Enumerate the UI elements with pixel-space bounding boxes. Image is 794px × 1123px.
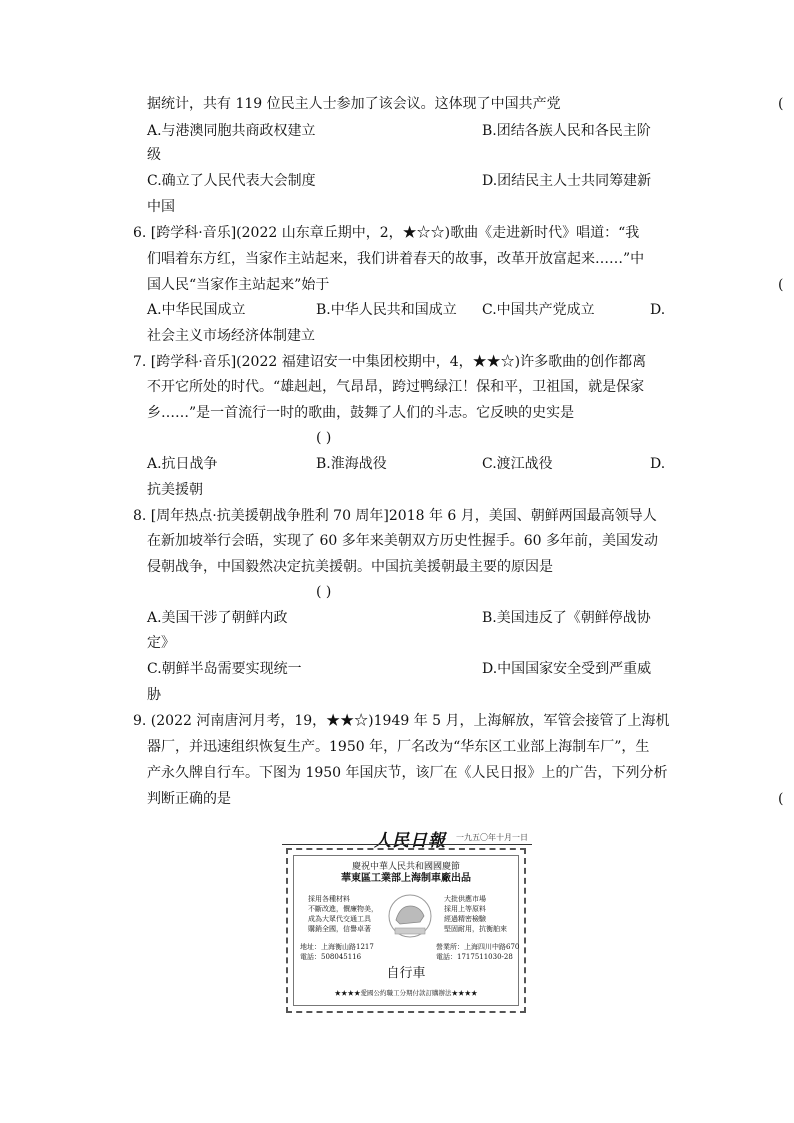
q7-option-b: B.淮海战役 [316, 456, 387, 472]
ad-left-line: 成為大眾代交通工具 [308, 915, 371, 923]
q9-stem-line1: 9. (2022 河南唐河月考，19，★★☆)1949 年 5 月，上海解放，军管会接管了上海机 [133, 713, 670, 729]
q7-option-a: A.抗日战争 [147, 456, 218, 472]
ad-factory-name: 華東區工業部上海制車廠出品 [341, 873, 471, 884]
q6-option-d-cont: 社会主义市场经济体制建立 [147, 328, 315, 344]
q8-option-b: B.美国违反了《朝鲜停战协 [482, 610, 651, 626]
q5-option-d-cont: 中国 [147, 199, 175, 215]
q9-stem-line4: 判断正确的是 [147, 791, 231, 807]
ad-left-phone: 電話：508045116 [300, 953, 362, 961]
ad-left-line: 不斷改進，價廉物美， [308, 905, 378, 913]
ad-headline: 慶祝中華人民共和國國慶節 [351, 862, 460, 872]
q5-option-b: B.团结各族人民和各民主阶 [482, 123, 651, 139]
masthead-rule [282, 844, 532, 845]
q8-option-d: D.中国国家安全受到严重威 [482, 661, 652, 677]
q7-stem-line2: 不开它所处的时代。“雄赳赳，气昂昂，跨过鸭绿江！保和平，卫祖国，就是保家 [147, 379, 645, 395]
ad-right-line: 經過精密檢驗 [444, 915, 486, 923]
q9-stem-line3: 产永久牌自行车。下图为 1950 年国庆节，该厂在《人民日报》上的广告，下列分析 [147, 765, 668, 781]
q7-option-d: D. [650, 456, 666, 472]
q9-stem-line2: 器厂，并迅速组织恢复生产。1950 年，厂名改为“华东区工业部上海制车厂”，生 [147, 739, 650, 755]
q6-answer-paren: ( [778, 277, 784, 293]
newspaper-date: 一九五〇年十月一日 [456, 833, 528, 842]
q7-stem-line1: 7. [跨学科·音乐](2022 福建诏安一中集团校期中，4，★★☆)许多歌曲的创作都离 [133, 354, 647, 370]
ad-right-line: 採用上等原料 [444, 905, 486, 913]
q5-option-b-cont: 级 [147, 147, 161, 163]
q7-option-c: C.渡江战役 [482, 456, 553, 472]
q5-option-a: A.与港澳同胞共商政权建立 [147, 123, 316, 139]
q7-answer-blank: ( ) [316, 430, 332, 446]
q8-answer-blank: ( ) [316, 584, 332, 600]
ad-border [286, 848, 526, 1013]
q8-option-c: C.朝鲜半岛需要实现统一 [147, 661, 302, 677]
q8-stem-line2: 在新加坡举行会晤，实现了 60 多年来美朝双方历史性握手。60 多年前，美国发动 [147, 533, 658, 549]
ad-slogan: ★★★★愛國公約職工分期付款訂購辦法★★★★ [334, 989, 478, 997]
q7-stem-line3: 乡……”是一首流行一时的歌曲，鼓舞了人们的斗志。它反映的史实是 [147, 405, 575, 421]
ad-right-block [444, 894, 507, 934]
q8-option-a: A.美国干涉了朝鲜内政 [147, 610, 288, 626]
ad-right-address: 營業所：上海四川中路670 [436, 943, 520, 951]
newspaper-masthead [282, 826, 532, 851]
ad-right-phone: 電話：1717511030-28 [436, 953, 513, 961]
ad-left-block [308, 894, 378, 934]
q6-stem-line1: 6. [跨学科·音乐](2022 山东章丘期中，2，★☆☆)歌曲《走进新时代》唱道：“我 [133, 225, 640, 241]
q8-option-b-cont: 定》 [147, 635, 175, 651]
q5-option-d: D.团结民主人士共同筹建新 [482, 173, 652, 189]
q7-option-d-cont: 抗美援朝 [147, 482, 203, 498]
q5-option-c: C.确立了人民代表大会制度 [147, 173, 316, 189]
q6-option-b: B.中华人民共和国成立 [316, 302, 457, 318]
ad-left-line: 採用各種材料 [308, 895, 350, 903]
ad-right-line: 大批供應市場 [444, 895, 486, 903]
q8-stem-line1: 8. [周年热点·抗美援朝战争胜利 70 周年]2018 年 6 月，美国、朝鲜两国最高领导人 [133, 508, 657, 524]
newspaper-ad-figure [282, 826, 532, 1016]
ad-left-line: 購銷全國，信譽卓著 [308, 925, 371, 933]
q5-stem: 据统计，共有 119 位民主人士参加了该会议。这体现了中国共产党 [147, 96, 561, 112]
q6-stem-line3: 国人民“当家作主站起来”始于 [147, 277, 330, 293]
ad-right-line: 堅固耐用，抗衡舶來 [444, 925, 507, 933]
q5-answer-paren: ( [778, 96, 784, 112]
ad-product-name: 自行車 [386, 966, 426, 981]
bicycle-brand-emblem-icon [386, 892, 434, 940]
q8-option-d-cont: 胁 [147, 687, 161, 703]
q8-stem-line3: 侵朝战争，中国毅然决定抗美援朝。中国抗美援朝最主要的原因是 [147, 559, 553, 575]
q9-answer-paren: ( [778, 791, 784, 807]
q6-option-a: A.中华民国成立 [147, 302, 246, 318]
q6-option-c: C.中国共产党成立 [482, 302, 595, 318]
q6-option-d: D. [650, 302, 666, 318]
ad-inner-frame [293, 855, 519, 1006]
q6-stem-line2: 们唱着东方红，当家作主站起来，我们讲着春天的故事，改革开放富起来……”中 [147, 251, 645, 267]
newspaper-logo: 人民日報 [374, 831, 446, 851]
ad-left-address: 地址：上海衡山路1217 [300, 943, 374, 951]
